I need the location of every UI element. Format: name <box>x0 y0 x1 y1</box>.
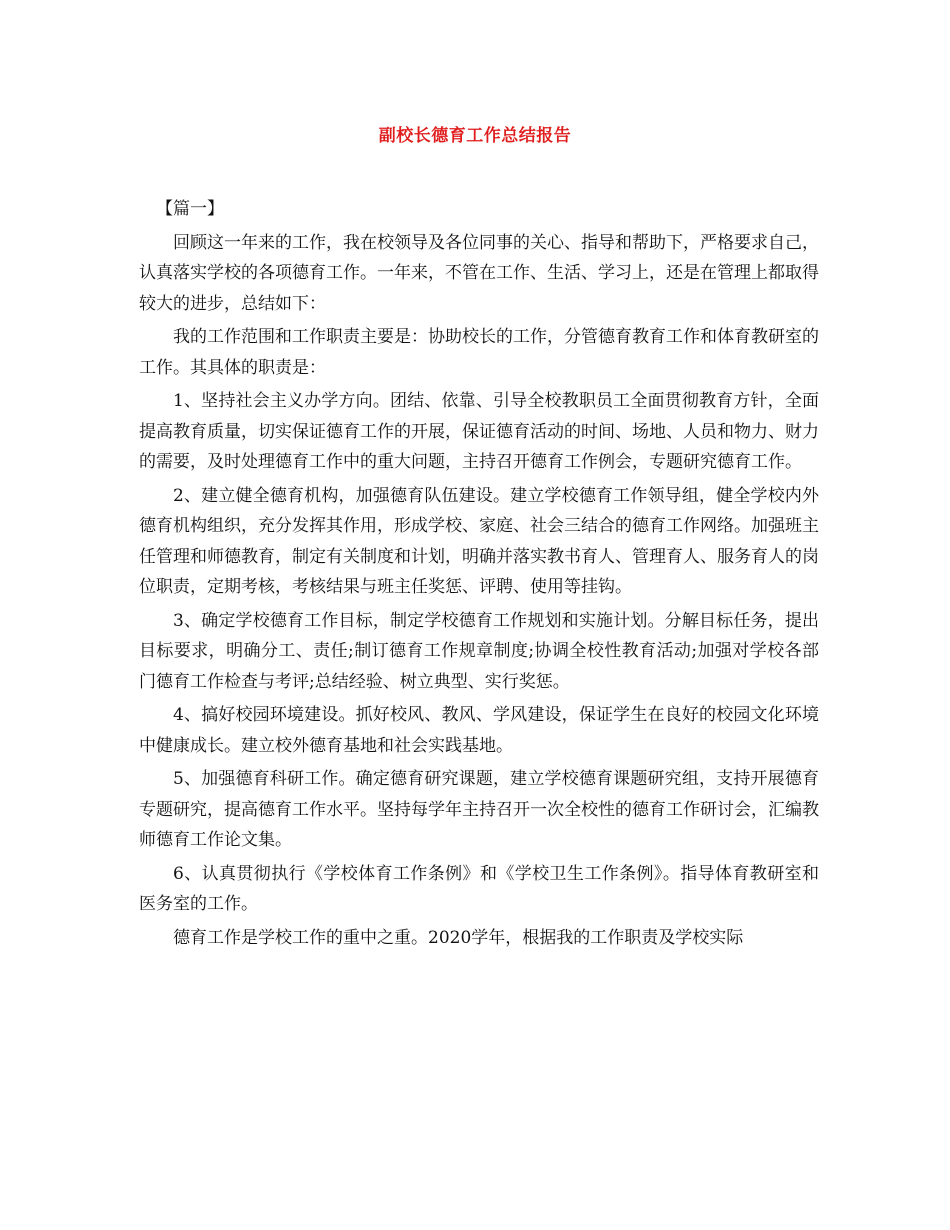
paragraph-responsibilities: 我的工作范围和工作职责主要是：协助校长的工作，分管德育教育工作和体育教研室的工作。其具体的职责是： <box>139 327 819 378</box>
document-title: 副校长德育工作总结报告 <box>378 126 572 146</box>
paragraph-item-1: 1、坚持社会主义办学方向。团结、依靠、引导全校教职员工全面贯彻教育方针，全面提高教育质量，切实保证德育工作的开展，保证德育活动的时间、场地、人员和物力、财力的需要，及时处理德育工作中的重大问题，主持召开德育工作例会，专题研究德育工作。 <box>139 391 819 472</box>
paragraph-item-6: 6、认真贯彻执行《学校体育工作条例》和《学校卫生工作条例》。指导体育教研室和医务室的工作。 <box>139 863 819 914</box>
document-body <box>139 194 819 956</box>
paragraph-item-2: 2、建立健全德育机构，加强德育队伍建设。建立学校德育工作领导组，健全学校内外德育机构组织，充分发挥其作用，形成学校、家庭、社会三结合的德育工作网络。加强班主任管理和师德教育，制定有关制度和计划，明确并落实教书育人、管理育人、服务育人的岗位职责，定期考核，考核结果与班主任奖惩、评聘、使用等挂钩。 <box>139 485 819 597</box>
paragraph-intro: 回顾这一年来的工作，我在校领导及各位同事的关心、指导和帮助下，严格要求自己，认真落实学校的各项德育工作。一年来，不管在工作、生活、学习上，还是在管理上都取得较大的进步，总结如下： <box>139 232 819 314</box>
paragraph-item-3: 3、确定学校德育工作目标，制定学校德育工作规划和实施计划。分解目标任务，提出目标要求，明确分工、责任;制订德育工作规章制度;协调全校性教育活动;加强对学校各部门德育工作检查与考评;总结经验、树立典型、实行奖惩。 <box>139 610 819 692</box>
paragraph-item-4: 4、搞好校园环境建设。抓好校风、教风、学风建设，保证学生在良好的校园文化环境中健康成长。建立校外德育基地和社会实践基地。 <box>139 705 819 756</box>
paragraph-conclusion: 德育工作是学校工作的重中之重。2020学年，根据我的工作职责及学校实际 <box>173 927 744 948</box>
section-label: 【篇一】 <box>156 199 224 219</box>
paragraph-item-5: 5、加强德育科研工作。确定德育研究课题，建立学校德育课题研究组，支持开展德育专题研究，提高德育工作水平。坚持每学年主持召开一次全校性的德育工作研讨会，汇编教师德育工作论文集。 <box>139 769 819 850</box>
